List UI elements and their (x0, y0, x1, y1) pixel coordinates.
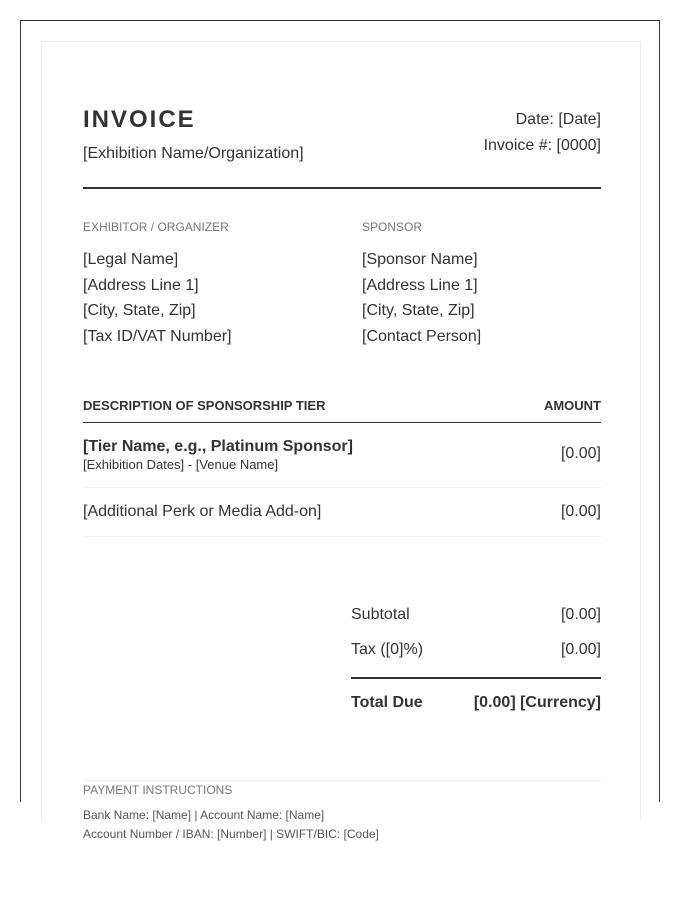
item-amount: [0.00] (560, 445, 601, 462)
total-due-value: [0.00] [Currency] (473, 694, 601, 711)
item-title: [Additional Perk or Media Add-on] (83, 503, 322, 520)
sponsor-block (362, 220, 481, 349)
description-column-header: DESCRIPTION OF SPONSORSHIP TIER (83, 398, 326, 413)
account-details: Account Number / IBAN: [Number] | SWIFT/BIC: [Code] (83, 827, 379, 841)
total-due-label: Total Due (351, 694, 423, 711)
tax-row (351, 631, 601, 666)
invoice-title: INVOICE (83, 106, 196, 133)
subtotal-value: [0.00] (560, 606, 601, 623)
payment-instructions-label: PAYMENT INSTRUCTIONS (83, 783, 233, 797)
payment-divider (83, 780, 601, 781)
table-row (83, 488, 601, 537)
invoice-number: Invoice #: [0000] (483, 137, 601, 154)
subtotal-row (351, 596, 601, 631)
header-divider (83, 187, 601, 189)
invoice-meta (484, 107, 601, 159)
invoice-sheet (41, 41, 641, 841)
exhibitor-block (83, 220, 231, 349)
item-amount: [0.00] (560, 503, 601, 520)
item-title: [Tier Name, e.g., Platinum Sponsor] (83, 438, 353, 455)
table-row (83, 423, 601, 488)
tax-value: [0.00] (560, 641, 601, 658)
sponsor-address: [Address Line 1] (362, 276, 478, 294)
sponsor-label: SPONSOR (362, 220, 423, 234)
tax-label: Tax ([0]%) (351, 641, 424, 658)
exhibitor-tax-id: [Tax ID/VAT Number] (83, 327, 232, 345)
totals-block (351, 596, 601, 711)
bank-details: Bank Name: [Name] | Account Name: [Name] (83, 808, 325, 822)
amount-column-header: AMOUNT (543, 398, 601, 413)
subtotal-label: Subtotal (351, 606, 410, 623)
sponsor-city: [City, State, Zip] (362, 302, 475, 319)
exhibitor-address: [Address Line 1] (83, 276, 199, 294)
item-subtitle: [Exhibition Dates] - [Venue Name] (83, 457, 279, 472)
invoice-date: Date: [Date] (515, 111, 601, 128)
exhibitor-legal-name: [Legal Name] (83, 251, 179, 268)
sponsor-contact: [Contact Person] (362, 327, 482, 345)
table-header (83, 398, 601, 423)
sponsor-name: [Sponsor Name] (362, 251, 478, 268)
organization-name: [Exhibition Name/Organization] (83, 145, 304, 162)
line-items-table (83, 398, 601, 537)
document-frame (20, 20, 660, 841)
exhibitor-label: EXHIBITOR / ORGANIZER (83, 220, 229, 234)
exhibitor-city: [City, State, Zip] (83, 302, 196, 319)
totals-divider (351, 677, 601, 679)
